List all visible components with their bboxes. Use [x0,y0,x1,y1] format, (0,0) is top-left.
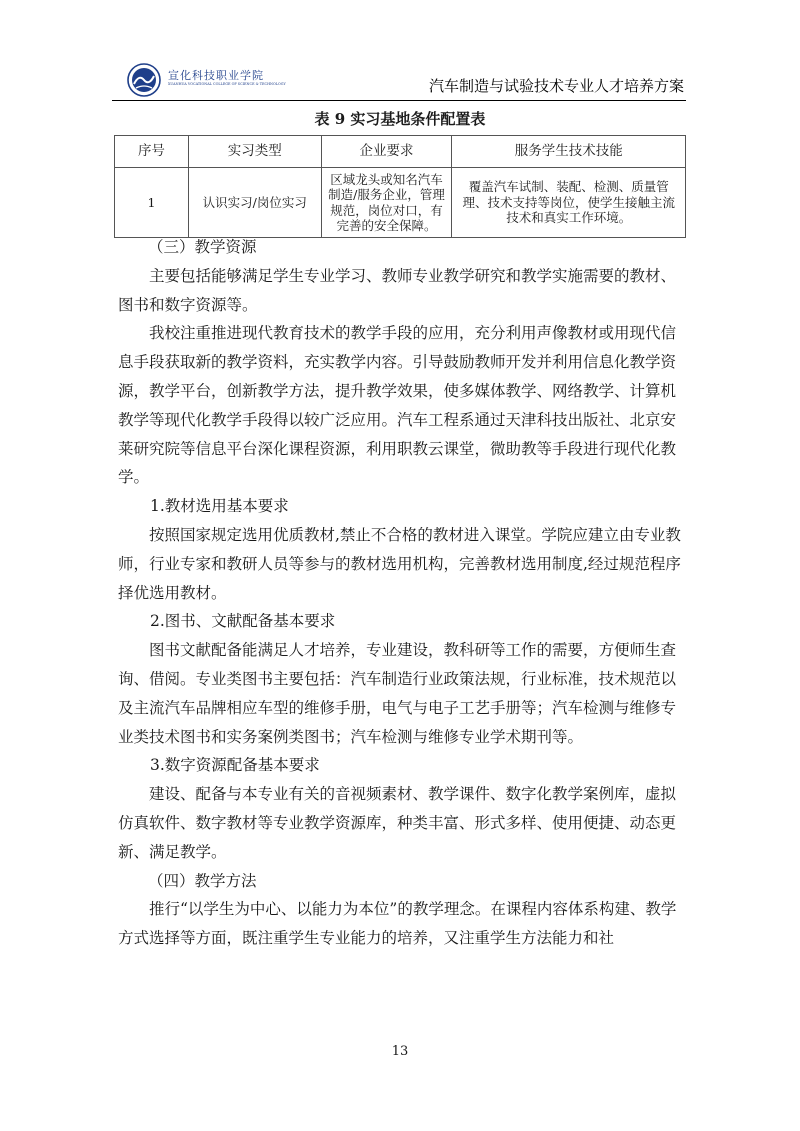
subsection-heading: 2.图书、文献配备基本要求 [150,612,336,631]
table-cell: 覆盖汽车试制、装配、检测、质量管理、技术支持等岗位，使学生接触主流技术和真实工作环境。 [452,168,686,238]
paragraph: 图书文献配备能满足人才培养，专业建设，教科研等工作的需要，方便师生查询、借阅。专业类图书主要包括：汽车制造行业政策法规，行业标准，技术规范以及主流汽车品牌相应车型的维修手册，电气与电子工艺手册等；汽车检测与维修专业类技术图书和实务案例类图书；汽车检测与维修专业学术期刊等。 [118,641,677,746]
table-header-row [115,136,686,168]
table-cell: 区域龙头或知名汽车制造/服务企业，管理规范，岗位对口，有完善的安全保障。 [321,168,452,238]
column-header: 企业要求 [321,136,452,168]
document-title: 汽车制造与试验技术专业人才培养方案 [428,77,684,95]
body-content [118,233,686,953]
column-header: 实习类型 [188,136,321,168]
school-logo-icon [127,63,161,97]
subsection-heading: 3.数字资源配备基本要求 [150,756,320,775]
paragraph: 建设、配备与本专业有关的音视频素材、教学课件、数字化教学案例库，虚拟仿真软件、数字教材等专业教学资源库，种类丰富、形式多样、使用便捷、动态更新、满足教学。 [118,785,677,861]
paragraph: 我校注重推进现代教育技术的教学手段的应用，充分利用声像教材或用现代信息手段获取新的教学资料，充实教学内容。引导鼓励教师开发并利用信息化教学资源，教学平台，创新教学方法，提升教学效果，使多媒体教学、网络教学、计算机教学等现代化教学手段得以较广泛应用。汽车工程系通过天津科技出版社、北京安莱研究院等信息平台深化课程资源，利用职教云课堂，微助教等手段进行现代化教学。 [118,324,677,487]
table-cell: 认识实习/岗位实习 [188,168,321,238]
page-number: 13 [391,1044,409,1059]
paragraph: 主要包括能够满足学生专业学习、教师专业教学研究和教学实施需要的教材、图书和数字资源等。 [118,266,677,314]
paragraph: 推行“以学生为中心、以能力为本位”的教学理念。在课程内容体系构建、教学方式选择等方面，既注重学生专业能力的培养，又注重学生方法能力和社 [118,900,677,948]
section-heading: （三）教学资源 [148,238,257,256]
paragraph: 按照国家规定选用优质教材,禁止不合格的教材进入课堂。学院应建立由专业教师，行业专家和教研人员等参与的教材选用机构，完善教材选用制度,经过规范程序择优选用教材。 [118,525,681,602]
table-row [115,168,686,238]
table-cell: 1 [115,168,189,238]
column-header: 序号 [115,136,189,168]
subsection-heading: 1.教材选用基本要求 [150,497,289,516]
internship-base-table [114,135,686,238]
table-caption: 表 9 实习基地条件配置表 [314,110,486,128]
header-divider [112,100,686,101]
page-header [112,60,684,100]
section-heading: （四）教学方法 [148,871,257,890]
column-header: 服务学生技术技能 [452,136,686,168]
school-name: 宣化科技职业学院 [168,69,264,82]
school-name-en: XUANHUA VOCATIONAL COLLEGE OF SCIENCE & TECHNOLOGY [168,82,286,86]
